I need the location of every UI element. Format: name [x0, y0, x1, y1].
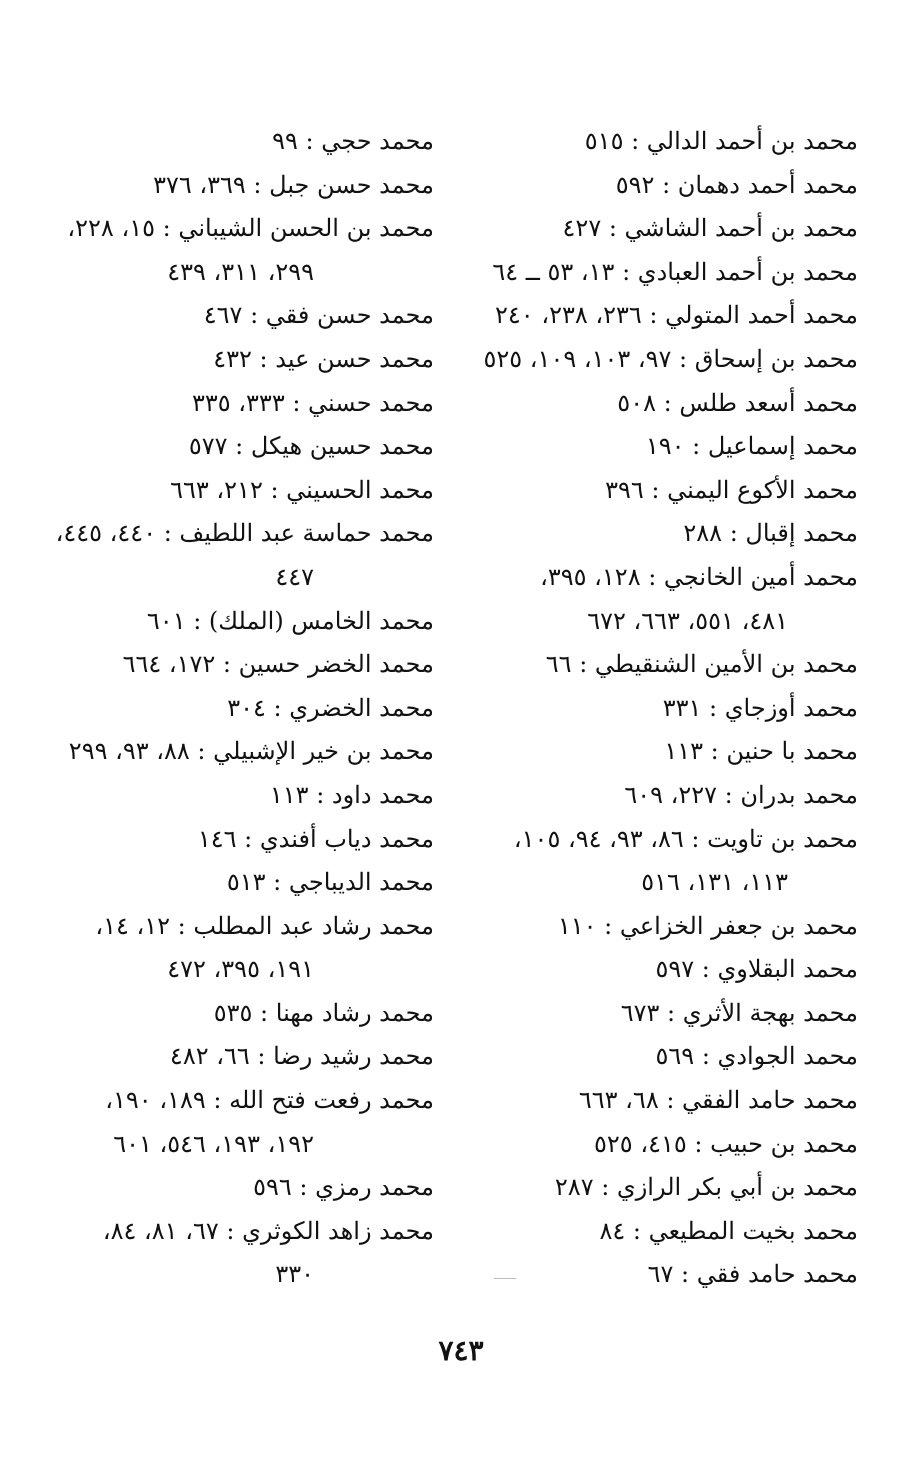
index-entry: محمد حامد فقي : ٦٧ — [647, 1260, 858, 1289]
index-entry: محمد الحسيني : ٢١٢، ٦٦٣ — [170, 475, 434, 504]
index-entry: محمد حسن جبل : ٣٦٩، ٣٧٦ — [153, 170, 434, 199]
index-entry-continuation: ٢٩٩، ٣١١، ٤٣٩ — [167, 257, 314, 286]
index-column-right — [468, 120, 858, 1297]
index-entry: محمد حسن فقي : ٤٦٧ — [203, 301, 434, 330]
index-entry: محمد بن أحمد الشاشي : ٤٢٧ — [562, 214, 858, 243]
index-entry: محمد حسين هيكل : ٥٧٧ — [188, 432, 434, 461]
index-entry: محمد بن أحمد الدالي : ٥١٥ — [584, 127, 858, 155]
index-entry: محمد الديباجي : ٥١٣ — [226, 868, 434, 897]
index-entry: محمد الجوادي : ٥٦٩ — [655, 1042, 858, 1071]
index-entry: محمد حسن عيد : ٤٣٢ — [213, 344, 434, 373]
index-entry: محمد حماسة عبد اللطيف : ٤٤٠، ٤٤٥، — [55, 519, 434, 548]
index-entry: محمد بن الحسن الشيباني : ١٥، ٢٢٨، — [67, 214, 434, 243]
index-entry: محمد بن تاويت : ٨٦، ٩٣، ٩٤، ١٠٥، — [513, 824, 858, 853]
index-entry: محمد إسماعيل : ١٩٠ — [645, 432, 858, 461]
index-entry: محمد بن أبي بكر الرازي : ٢٨٧ — [554, 1173, 858, 1202]
index-entry: محمد أمين الخانجي : ١٢٨، ٣٩٥، — [540, 562, 858, 591]
index-entry: محمد أسعد طلس : ٥٠٨ — [617, 388, 858, 417]
index-entry: محمد زاهد الكوثري : ٦٧، ٨١، ٨٤، — [102, 1216, 434, 1245]
index-entry-continuation: ١٩١، ٣٩٥، ٤٧٢ — [167, 955, 314, 984]
index-entry: محمد الخامس (الملك) : ٦٠١ — [146, 606, 434, 635]
index-entry: محمد أحمد دهمان : ٥٩٢ — [615, 170, 858, 199]
index-entry: محمد بهجة الأثري : ٦٧٣ — [620, 998, 858, 1027]
index-entry: محمد بن جعفر الخزاعي : ١١٠ — [557, 911, 858, 940]
index-entry: محمد دياب أفندي : ١٤٦ — [197, 824, 434, 853]
index-entry: محمد بن إسحاق : ٩٧، ١٠٣، ١٠٩، ٥٢٥ — [483, 344, 858, 373]
index-entry: محمد رمزي : ٥٩٦ — [253, 1173, 434, 1202]
index-entry: محمد حسني : ٣٣٣، ٣٣٥ — [191, 388, 434, 417]
index-entry: محمد البقلاوي : ٥٩٧ — [655, 955, 858, 984]
index-entry: محمد الخضري : ٣٠٤ — [227, 693, 434, 722]
divider — [494, 1278, 516, 1279]
index-entry: محمد با حنين : ١١٣ — [664, 737, 858, 766]
index-entry-continuation: ٤٤٧ — [275, 562, 314, 591]
index-entry-continuation: ٣٣٠ — [275, 1260, 314, 1289]
index-entry: محمد بن أحمد العبادي : ١٣، ٥٣ ــ ٦٤ — [492, 257, 858, 286]
page-number: ٧٤٣ — [438, 1334, 484, 1367]
index-entry: محمد أوزجاي : ٣٣١ — [662, 693, 858, 722]
index-entry: محمد أحمد المتولي : ٢٣٦، ٢٣٨، ٢٤٠ — [495, 301, 858, 330]
index-entry: محمد رشيد رضا : ٦٦، ٤٨٢ — [169, 1042, 434, 1071]
index-entry: محمد بن حبيب : ٤١٥، ٥٢٥ — [594, 1129, 858, 1158]
index-entry: محمد إقبال : ٢٨٨ — [683, 519, 858, 548]
index-entry: محمد بن الأمين الشنقيطي : ٦٦ — [545, 650, 858, 679]
index-entry: محمد بن خير الإشبيلي : ٨٨، ٩٣، ٢٩٩ — [68, 737, 434, 766]
index-entry-continuation: ٤٨١، ٥٥١، ٦٦٣، ٦٧٢ — [587, 606, 788, 635]
index-entry: محمد بدران : ٢٢٧، ٦٠٩ — [624, 780, 858, 809]
index-entry: محمد بخيت المطيعي : ٨٤ — [599, 1216, 858, 1245]
index-column-left — [44, 120, 434, 1297]
index-entry-continuation: ١٩٢، ١٩٣، ٥٤٦، ٦٠١ — [113, 1129, 314, 1158]
index-entry: محمد الأكوع اليمني : ٣٩٦ — [605, 475, 858, 504]
index-entry: محمد رفعت فتح الله : ١٨٩، ١٩٠، — [105, 1086, 434, 1115]
index-entry: محمد رشاد مهنا : ٥٣٥ — [213, 998, 434, 1027]
index-entry-continuation: ١١٣، ١٣١، ٥١٦ — [641, 868, 788, 897]
index-entry: محمد الخضر حسين : ١٧٢، ٦٦٤ — [122, 650, 434, 679]
index-entry: محمد داود : ١١٣ — [269, 780, 434, 809]
index-entry: محمد حجي : ٩٩ — [272, 127, 434, 155]
index-entry: محمد حامد الفقي : ٦٨، ٦٦٣ — [578, 1086, 858, 1115]
index-entry: محمد رشاد عبد المطلب : ١٢، ١٤، — [95, 911, 434, 940]
